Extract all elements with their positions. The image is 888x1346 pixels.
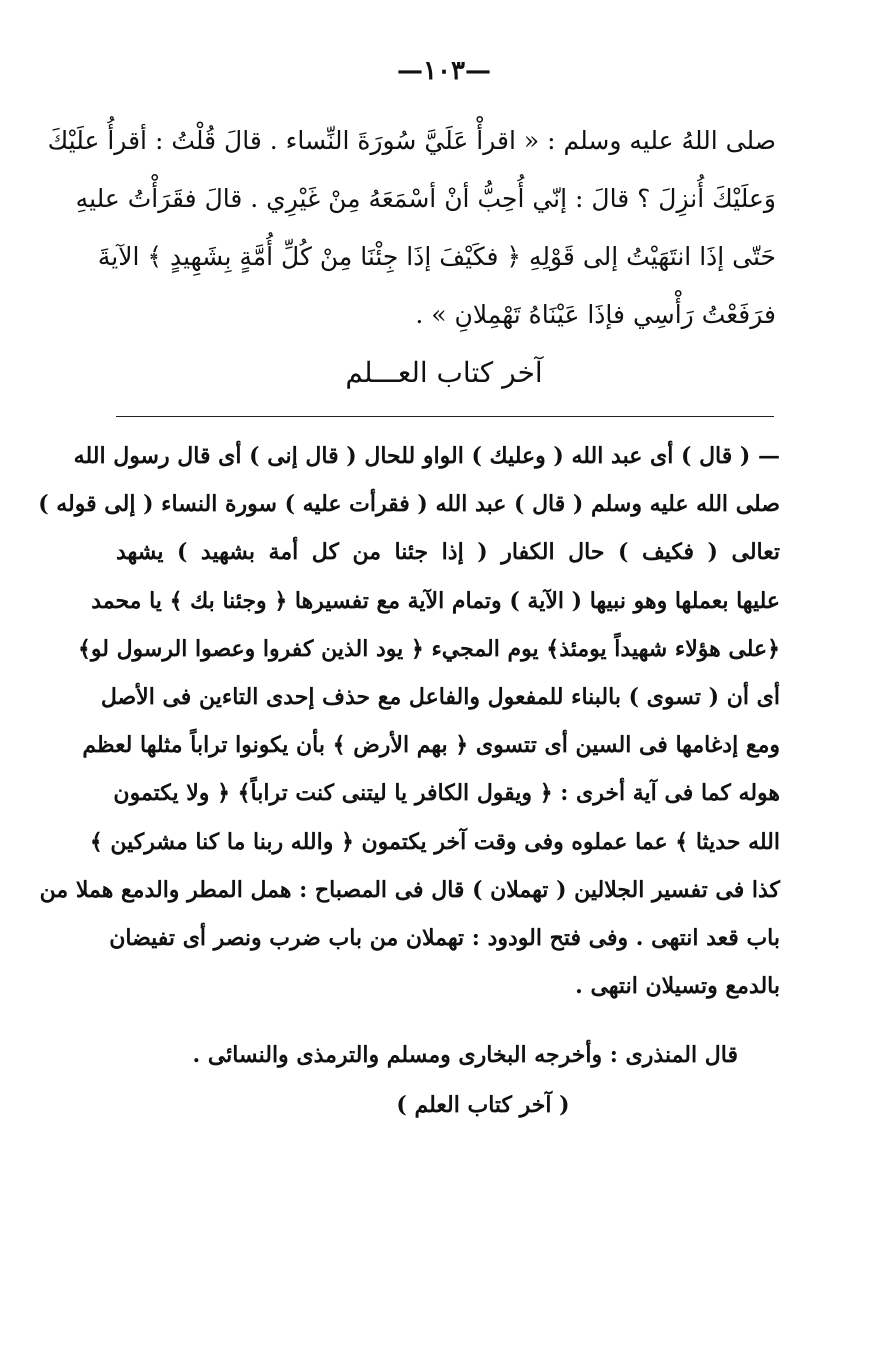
mundhiri-note: قال المنذرى : وأخرجه البخارى ومسلم والترمذى والنسائى . [192, 1042, 738, 1068]
commentary-line: ﴿على هؤلاء شهيداً يومئذ﴾ يوم المجيء ﴿ يود الذين كفروا وعصوا الرسول لو﴾ [77, 635, 780, 662]
hadith-line: وَعلَيْكَ أُنزِلَ ؟ قالَ : إنّي أُحِبُّ أنْ أسْمَعَهُ مِنْ غَيْرِي . قالَ فقَرَأْتُ عليهِ [75, 184, 776, 213]
commentary-line: باب قعد انتهى . وفى فتح الودود : تهملان من باب ضرب ونصر أى تفيضان [109, 924, 780, 951]
hadith-line: صلى اللهُ عليه وسلم : « اقرأْ عَلَيَّ سُورَةَ النِّساء . قالَ قُلْتُ : أقرأُ علَيْكَ [47, 126, 776, 155]
page-number: —١٠٣— [397, 56, 491, 86]
commentary-line: تعالى ( فكيف ) حال الكفار ( إذا جئنا من كل أمة بشهيد ) يشهد [116, 539, 780, 566]
section-end-heading: آخر كتاب العـــلم [345, 356, 543, 389]
closing-notes [116, 1030, 780, 1130]
commentary-line: — ( قال ) أى عبد الله ( وعليك ) الواو للحال ( قال إنى ) أى قال رسول الله [73, 443, 780, 469]
commentary-line: صلى الله عليه وسلم ( قال ) عبد الله ( فقرأت عليه ) سورة النساء ( إلى قوله ) [38, 491, 780, 518]
hadith-text [47, 112, 776, 344]
commentary-line: عليها بعملها وهو نبيها ( الآية ) وتمام الآية مع تفسيرها ﴿ وجئنا بك ﴾ يا محمد [91, 587, 780, 614]
hadith-line: حَتّى إذَا انتَهَيْتُ إلى قَوْلِهِ ﴿ فكَيْفَ إذَا جِئْنَا مِنْ كُلِّ أُمَّةٍ بِشَهِيدٍ ﴾ الآيةَ [97, 242, 776, 271]
footnote-divider [116, 416, 774, 417]
hadith-line: فرَفَعْتُ رَأْسِي فإذَا عَيْنَاهُ تَهْمِلانِ » . [415, 300, 776, 329]
commentary-line: هوله كما فى آية أخرى : ﴿ ويقول الكافر يا ليتنى كنت تراباً﴾ ﴿ ولا يكتمون [113, 780, 780, 807]
commentary-line: الله حديثا ﴾ عما عملوه وفى وقت آخر يكتمون ﴿ والله ربنا ما كنا مشركين ﴾ [89, 828, 780, 855]
commentary-line: بالدمع وتسيلان انتهى . [575, 973, 780, 1000]
commentary-line: ومع إدغامها فى السين أى تتسوى ﴿ بهم الأرض ﴾ بأن يكونوا تراباً مثلها لعظم [82, 732, 780, 759]
end-of-book-note: ( آخر كتاب العلم ) [396, 1092, 570, 1118]
commentary-line: أى أن ( تسوى ) بالبناء للمفعول والفاعل مع حذف إحدى التاءين فى الأصل [100, 683, 780, 710]
commentary-line: كذا فى تفسير الجلالين ( تهملان ) قال فى المصباح : همل المطر والدمع هملا من [39, 876, 780, 903]
commentary-text [38, 432, 780, 1010]
